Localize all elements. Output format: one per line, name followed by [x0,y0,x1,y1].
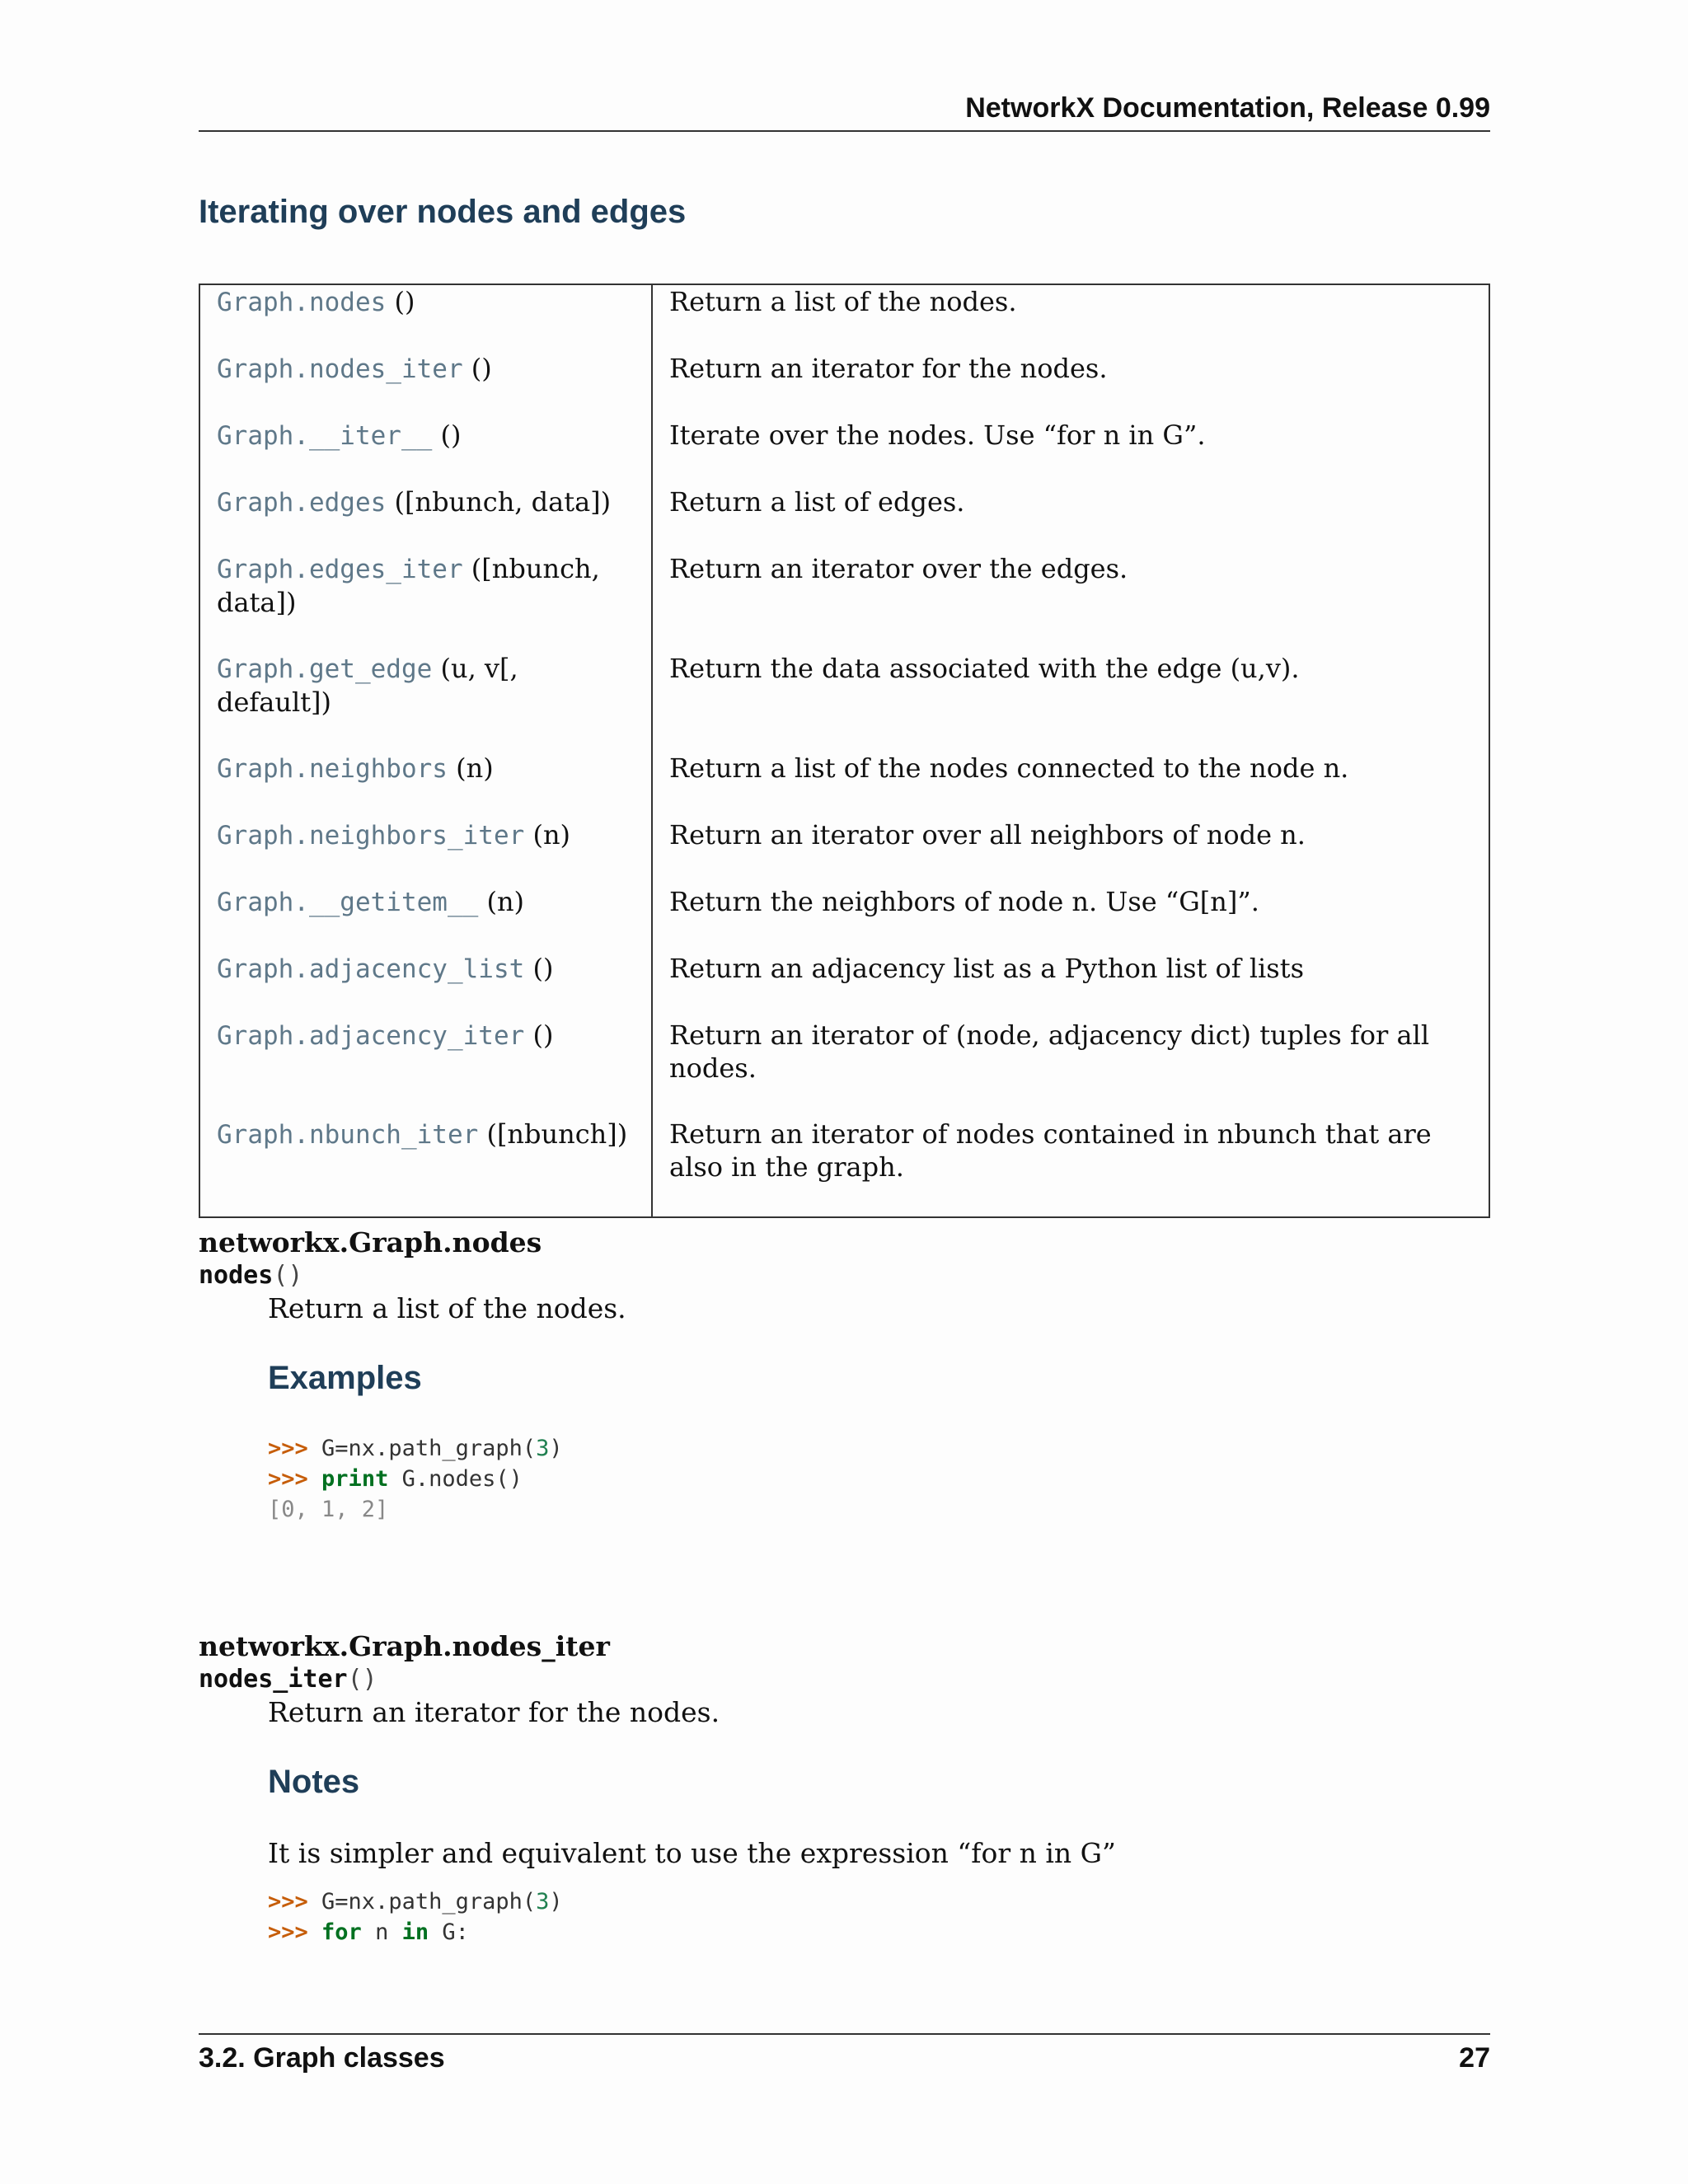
section-title: Iterating over nodes and edges [199,194,687,230]
table-row [199,652,1489,752]
table-row [199,485,1489,552]
api-paren: () [347,1665,377,1694]
function-cell [199,1019,652,1118]
code-prompt: >>> [268,1436,308,1461]
function-cell [199,752,652,818]
code-number: 3 [536,1889,550,1915]
api-qualname: networkx.Graph.nodes_iter [199,1630,610,1662]
function-cell [199,419,652,485]
table-row [199,284,1489,352]
footer-rule [199,2033,1490,2035]
function-args: () [386,286,415,317]
function-cell [199,485,652,552]
function-args: (n) [478,886,525,917]
table-row [199,552,1489,652]
code-text: G.nodes() [388,1466,523,1492]
function-link[interactable]: Graph.adjacency_list [217,954,525,984]
code-prompt: >>> [268,1889,308,1915]
notes-heading: Notes [268,1764,360,1800]
code-number: 3 [536,1436,550,1461]
table-row [199,952,1489,1019]
function-args: ([nbunch, data]) [217,553,600,618]
function-link[interactable]: Graph.neighbors_iter [217,821,525,851]
function-link[interactable]: Graph.get_edge [217,654,433,684]
code-text: ) [549,1889,563,1915]
function-cell [199,952,652,1019]
api-name: nodes_iter [199,1665,348,1694]
api-signature [199,1663,1490,1696]
api-paren: () [273,1261,303,1290]
code-prompt: >>> [268,1466,308,1492]
table-row [199,818,1489,885]
api-signature [199,1259,1490,1292]
function-cell [199,1118,652,1217]
function-link[interactable]: Graph.nodes [217,288,387,317]
function-description: Return a list of the nodes connected to the node n. [669,752,1349,784]
footer-section: 3.2. Graph classes [199,2042,445,2074]
api-name: nodes [199,1261,274,1290]
examples-heading: Examples [268,1360,422,1396]
code-text: G=nx.path_graph( [307,1889,537,1915]
function-description: Return an iterator over the edges. [669,553,1128,584]
api-description: Return a list of the nodes. [268,1292,626,1324]
function-args: ([nbunch, data]) [386,486,612,518]
function-link[interactable]: Graph.__getitem__ [217,888,479,917]
function-link[interactable]: Graph.nodes_iter [217,354,463,384]
code-text: n [361,1919,402,1945]
code-block [268,1433,1490,1525]
function-link[interactable]: Graph.__iter__ [217,421,433,451]
code-block [268,1886,1490,1947]
function-cell [199,885,652,952]
table-row [199,352,1489,419]
code-output: [0, 1, 2] [268,1497,389,1522]
function-link[interactable]: Graph.edges_iter [217,555,463,584]
function-link[interactable]: Graph.adjacency_iter [217,1021,525,1051]
function-description: Return a list of the nodes. [669,286,1017,317]
code-keyword: in [401,1919,429,1945]
code-text: ) [549,1436,563,1461]
api-description: Return an iterator for the nodes. [268,1696,720,1728]
function-cell [199,652,652,752]
code-keyword: print [321,1466,389,1492]
function-args: () [462,353,492,384]
function-args: () [524,953,554,984]
note-paragraph: It is simpler and equivalent to use the expression “for n in G” [268,1837,1116,1869]
function-cell [199,818,652,885]
function-description: Return a list of edges. [669,486,965,518]
function-description: Iterate over the nodes. Use “for n in G”. [669,419,1206,451]
function-description: Return an iterator of (node, adjacency dict) tuples for all nodes. [669,1019,1430,1084]
function-args: ([nbunch]) [478,1118,628,1150]
function-args: () [432,419,462,451]
code-text: G=nx.path_graph( [307,1436,537,1461]
function-args: () [524,1019,554,1051]
function-args: (n) [524,819,571,851]
function-cell [199,552,652,652]
code-text: G: [429,1919,469,1945]
table-row [199,1118,1489,1217]
function-cell [199,284,652,352]
function-description: Return an iterator over all neighbors of node n. [669,819,1306,851]
function-args: (n) [447,752,494,784]
function-link[interactable]: Graph.edges [217,488,387,518]
api-entry-nodes-iter [199,1630,1490,1947]
function-link[interactable]: Graph.nbunch_iter [217,1120,479,1150]
function-link[interactable]: Graph.neighbors [217,754,448,784]
function-description: Return an iterator for the nodes. [669,353,1108,384]
table-row [199,885,1489,952]
function-description: Return an iterator of nodes contained in nbunch that are also in the graph. [669,1118,1432,1183]
api-entry-nodes [199,1226,1490,1525]
function-description: Return the data associated with the edge (u,v). [669,653,1300,684]
function-description: Return an adjacency list as a Python list of lists [669,953,1304,984]
table-row [199,752,1489,818]
code-keyword: for [321,1919,362,1945]
api-qualname: networkx.Graph.nodes [199,1226,542,1258]
function-args: (u, v[, default]) [217,653,518,718]
footer-page-number: 27 [1459,2042,1490,2074]
function-cell [199,352,652,419]
function-description: Return the neighbors of node n. Use “G[n]”. [669,886,1259,917]
function-summary-table [199,284,1490,1218]
header-rule [199,130,1490,132]
page-header: NetworkX Documentation, Release 0.99 [965,92,1490,124]
table-row [199,1019,1489,1118]
code-prompt: >>> [268,1919,308,1945]
table-row [199,419,1489,485]
